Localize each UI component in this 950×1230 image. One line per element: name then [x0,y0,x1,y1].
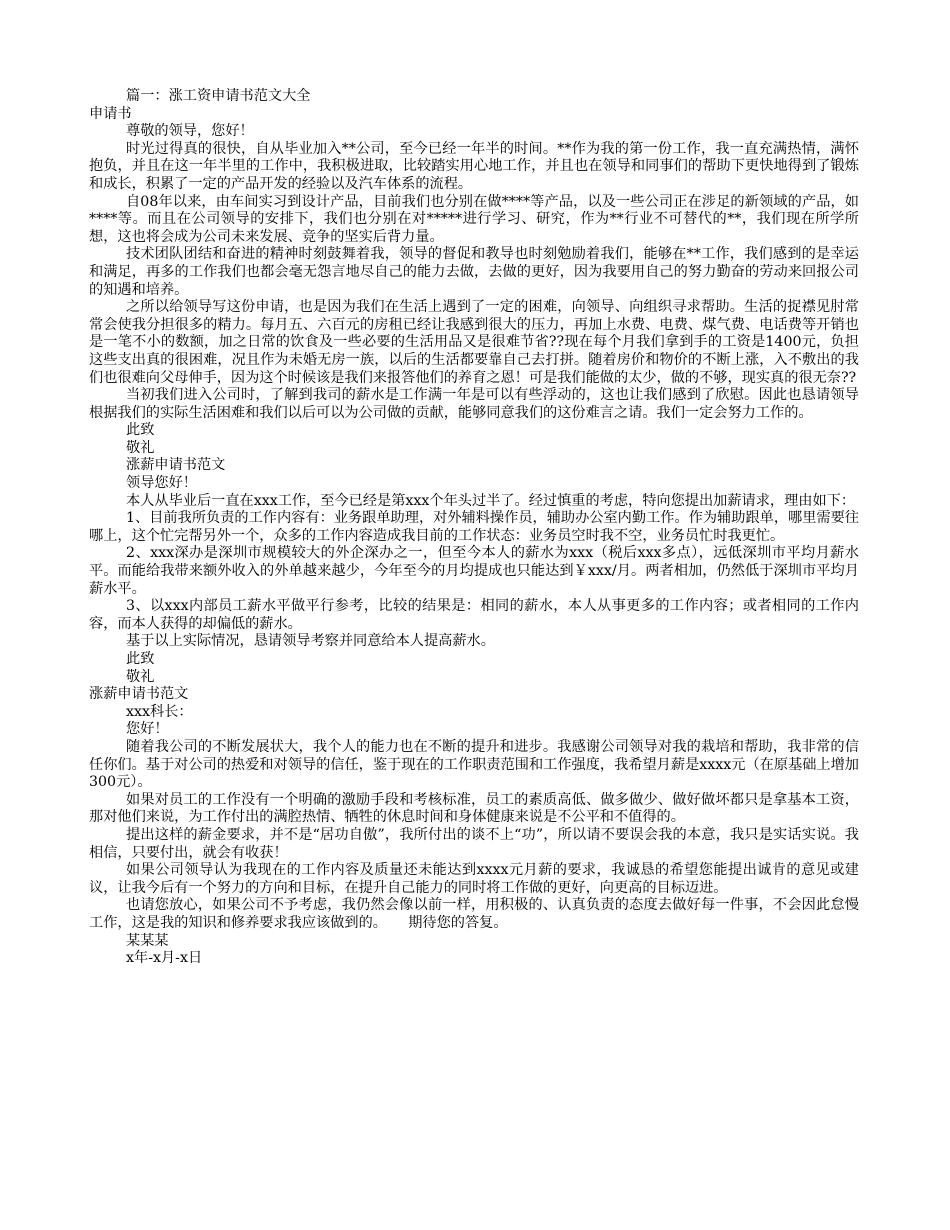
paragraph: 也请您放心，如果公司不予考虑，我仍然会像以前一样，用积极的、认真负责的态度去做好每一件事，不会因此怠慢工作，这是我的知识和修养要求我应该做到的。 期待您的答复。 [89,897,859,931]
paragraph: 3、以xxx内部员工薪水平做平行参考，比较的结果是：相同的薪水，本人从事更多的工作内容；或者相同的工作内容，而本人获得的却偏低的薪水。 [89,598,859,632]
paragraph: 敬礼 [126,439,155,456]
paragraph: 篇一：涨工资申请书范文大全 [126,88,311,104]
paragraph: 如果对员工的工作没有一个明确的激励手段和考核标准，员工的素质高低、做多做少、做好做坏都只是拿基本工资，那对他们来说，为工作付出的满腔热情、牺牲的休息时间和身体健康来说是不公平和不值得的。 [89,791,859,826]
paragraph: 基于以上实际情况，恳请领导考察并同意给本人提高薪水。 [126,633,495,650]
paragraph: x年-x月-x日 [126,950,203,967]
paragraph: 您好！ [126,721,169,738]
paragraph: 当初我们进入公司时，了解到我司的薪水是工作满一年是可以有些浮动的，这也让我们感到了欣慰。因此也恳请领导根据我们的实际生活困难和我们以后可以为公司做的贡献，能够同意我们的这份难言之请。我们一定会努力工作的。 [89,387,859,421]
paragraph: 技术团队团结和奋进的精神时刻鼓舞着我，领导的督促和教导也时刻勉励着我们，能够在**工作，我们感到的是幸运和满足，再多的工作我们也都会毫无怨言地尽自己的能力去做，去做的更好，因为我要用自己的努力勤奋的劳动来回报公司的知遇和培养。 [89,246,859,298]
paragraph: 之所以给领导写这份申请，也是因为我们在生活上遇到了一定的困难，向领导、向组织寻求帮助。生活的捉襟见肘常常会使我分担很多的精力。每月五、六百元的房租已经让我感到很大的压力，再加上水费、电费、煤气费、电话费等开销也是一笔不小的数额，加之日常的饮食及一些必要的生活用品又是很难节省??现在每个月我们拿到手的工资是1400元，负担这些支出真的很困难，况且作为未婚无房一族，以后的生活都要靠自己去打拼。随着房价和物价的不断上涨，入不敷出的我们也很难向父母伸手，因为这个时候该是我们来报答他们的养育之恩！可是我们能做的太少，做的不够，现实真的很无奈?? [89,299,859,386]
paragraph: 此致 [126,422,155,439]
paragraph: 随着我公司的不断发展状大，我个人的能力也在不断的提升和进步。我感谢公司领导对我的栽培和帮助，我非常的信任你们。基于对公司的热爱和对领导的信任，鉴于现在的工作职责范围和工作强度，我希望月薪是xxxx元（在原基础上增加300元）。 [89,738,859,791]
paragraph: 尊敬的领导，您好！ [126,123,254,140]
paragraph: 涨薪申请书范文 [126,457,226,474]
paragraph: 时光过得真的很快，自从毕业加入**公司，至今已经一年半的时间。**作为我的第一份工作，我一直充满热情，满怀抱负，并且在这一年半里的工作中，我积极进取，比较踏实用心地工作，并且也在领导和同事们的帮助下更快地得到了锻炼和成长，积累了一定的产品开发的经验以及汽车体系的流程。 [89,140,859,192]
paragraph: 1、目前我所负责的工作内容有：业务跟单助理，对外辅料操作员，辅助办公室内勤工作。作为辅助跟单，哪里需要往哪上，这个忙完帮另外一个，众多的工作内容造成我目前的工作状态：业务员空时我不空，业务员忙时我更忙。 [89,510,859,544]
paragraph: 提出这样的薪金要求，并不是“居功自傲”，我所付出的谈不上“功”，所以请不要误会我的本意，我只是实话实说。我相信，只要付出，就会有收获！ [89,826,859,861]
paragraph: xxx科长： [126,703,193,720]
paragraph: 此致 [126,651,155,667]
paragraph: 本人从毕业后一直在xxx工作，至今已经是第xxx个年头过半了。经过慎重的考虑，特向您提出加薪请求，理由如下： [126,492,856,509]
paragraph: 敬礼 [126,668,155,685]
paragraph: 如果公司领导认为我现在的工作内容及质量还未能达到xxxx元月薪的要求，我诚恳的希望您能提出诚肯的意见或建议，让我今后有一个努力的方向和目标，在提升自己能力的同时将工作做的更好，向更高的目标迈进。 [89,862,859,896]
paragraph: 某某某 [126,932,169,949]
paragraph: 2、xxx深办是深圳市规模较大的外企深办之一，但至今本人的薪水为xxx（税后xxx多点），远低深圳市平均月薪水平。而能给我带来额外收入的外单越来越少，今年至今的月均提成也只能达到￥xxx/月。两者相加，仍然低于深圳市平均月薪水平。 [89,545,859,597]
paragraph: 领导您好！ [126,475,197,492]
paragraph: 申请书 [89,105,132,122]
paragraph: 涨薪申请书范文 [89,686,189,703]
document-body [89,88,859,968]
paragraph: 自08年以来，由车间实习到设计产品，目前我们也分别在做****等产品，以及一些公司正在涉足的新领域的产品，如****等。而且在公司领导的安排下，我们也分别在对*****进行学习、研究，作为**行业不可替代的**，我们现在所学所想，这也将会成为公司未来发展、竞争的坚实后背力量。 [89,193,859,245]
